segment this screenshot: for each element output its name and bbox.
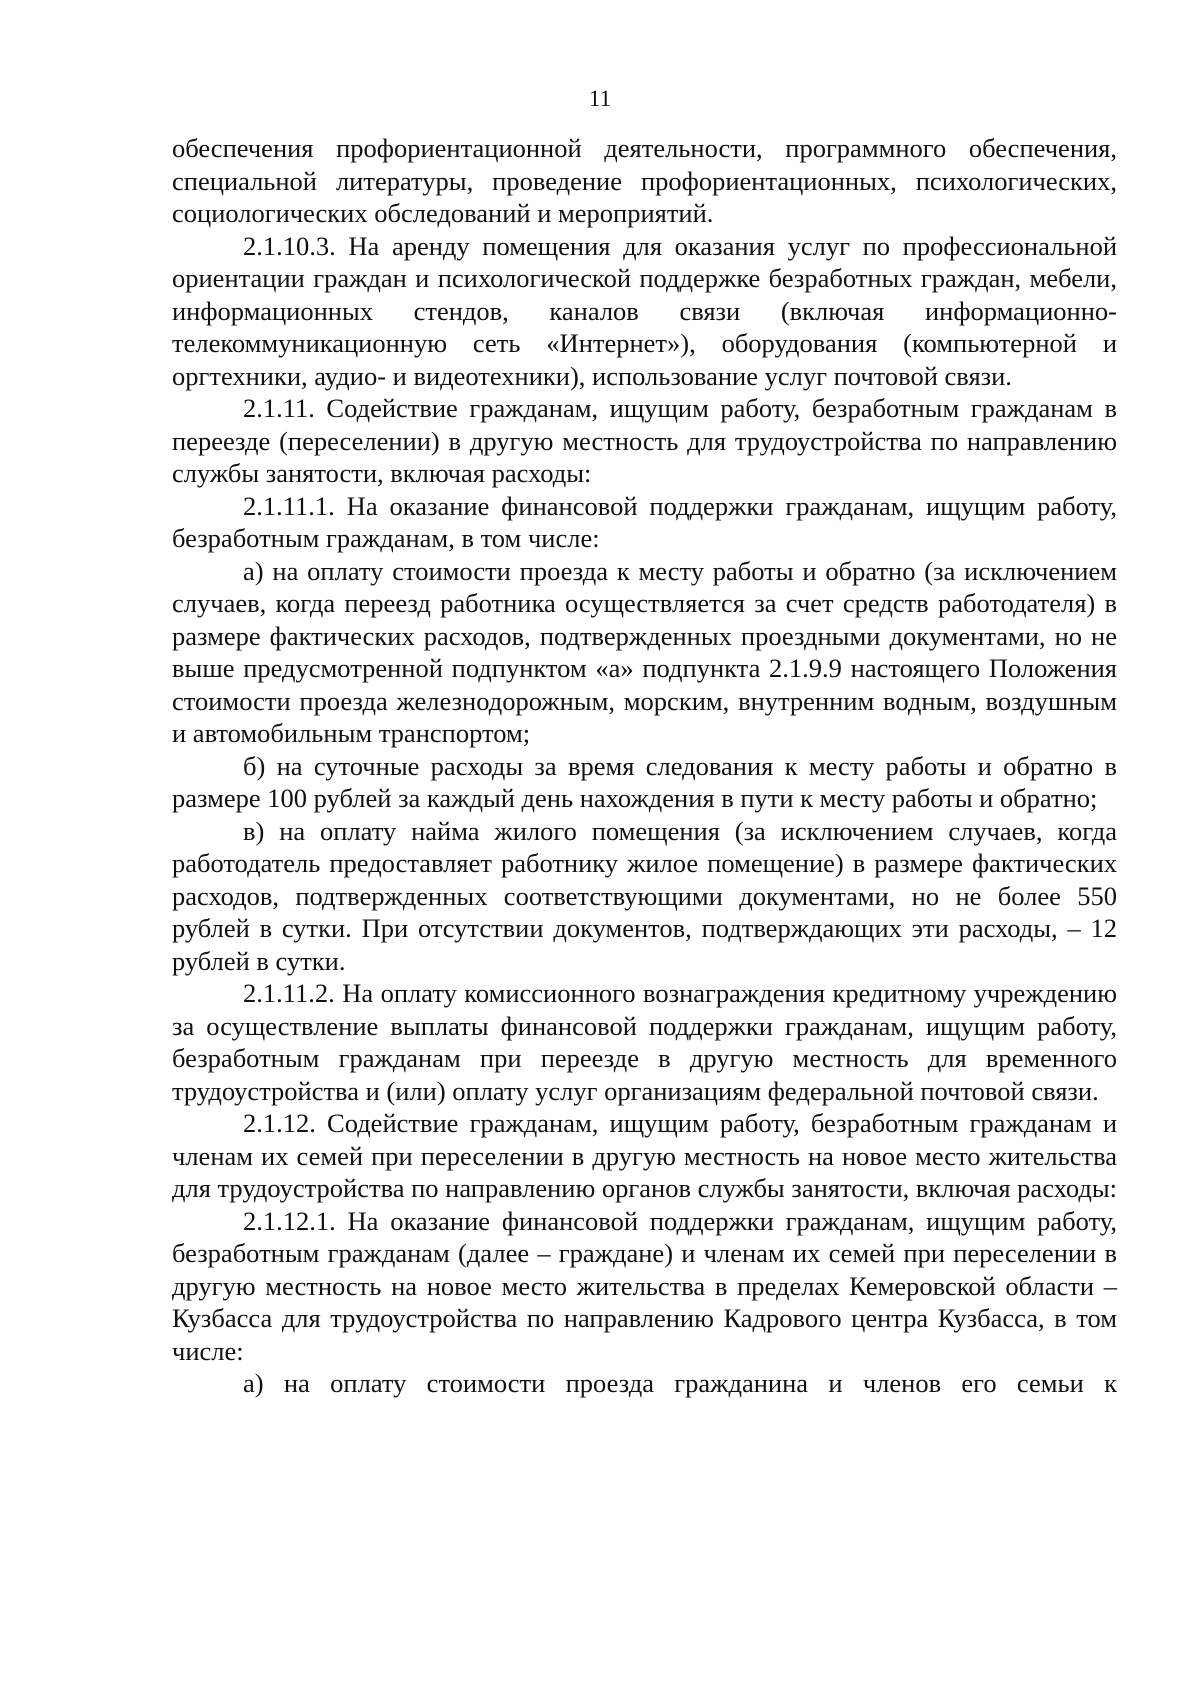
paragraph-item-a-2: а) на оплату стоимости проезда гражданина и членов его семьи к [243,1368,1117,1398]
paragraph-2-1-10-3: 2.1.10.3. На аренду помещения для оказания услуг по профессиональной ориентации граждан и психологической поддержке безработных граждан, мебели, информационных стендов, каналов связи (включая информационно-телекоммуникационную сеть «Интернет»), оборудования (компьютерной и оргтехники, аудио- и видеотехники), использование услуг почтовой связи. [172,230,1117,391]
paragraph-2-1-11-1: 2.1.11.1. На оказание финансовой поддержки гражданам, ищущим работу, безработным гражданам, в том числе: [172,490,1117,553]
paragraph-2-1-11-2: 2.1.11.2. На оплату комиссионного вознаграждения кредитному учреждению за осуществление выплаты финансовой поддержки гражданам, ищущим работу, безработным гражданам при переезде в другую местность для временного трудоустройства и (или) оплату услуг организациям федеральной почтовой связи. [172,978,1117,1106]
paragraph-continuation: обеспечения профориентационной деятельности, программного обеспечения, специальной литературы, проведение профориентационных, психологических, социологических обследований и мероприятий. [172,133,1117,228]
document-body [172,132,1117,1400]
paragraph-2-1-12-1: 2.1.12.1. На оказание финансовой поддержки гражданам, ищущим работу, безработным гражданам (далее – граждане) и членам их семей при переселении в другую местность на новое место жительства в пределах Кемеровской области – Кузбасса для трудоустройства по направлению Кадрового центра Кузбасса, в том числе: [172,1205,1117,1366]
paragraph-item-b: б) на суточные расходы за время следования к месту работы и обратно в размере 100 рублей за каждый день нахождения в пути к месту работы и обратно; [172,750,1117,813]
paragraph-item-v: в) на оплату найма жилого помещения (за исключением случаев, когда работодатель предоставляет работнику жилое помещение) в размере фактических расходов, подтвержденных соответствующими документами, но не более 550 рублей в сутки. При отсутствии документов, подтверждающих эти расходы, – 12 рублей в сутки. [172,815,1117,976]
paragraph-2-1-11: 2.1.11. Содействие гражданам, ищущим работу, безработным гражданам в переезде (переселении) в другую местность для трудоустройства по направлению службы занятости, включая расходы: [172,393,1117,488]
paragraph-item-a: а) на оплату стоимости проезда к месту работы и обратно (за исключением случаев, когда переезд работника осуществляется за счет средств работодателя) в размере фактических расходов, подтвержденных проездными документами, но не выше предусмотренной подпунктом «а» подпункта 2.1.9.9 настоящего Положения стоимости проезда железнодорожным, морским, внутренним водным, воздушным и автомобильным транспортом; [172,555,1117,748]
paragraph-2-1-12: 2.1.12. Содействие гражданам, ищущим работу, безработным гражданам и членам их семей при переселении в другую местность на новое место жительства для трудоустройства по направлению органов службы занятости, включая расходы: [172,1108,1117,1203]
page-number: 11 [588,86,612,111]
